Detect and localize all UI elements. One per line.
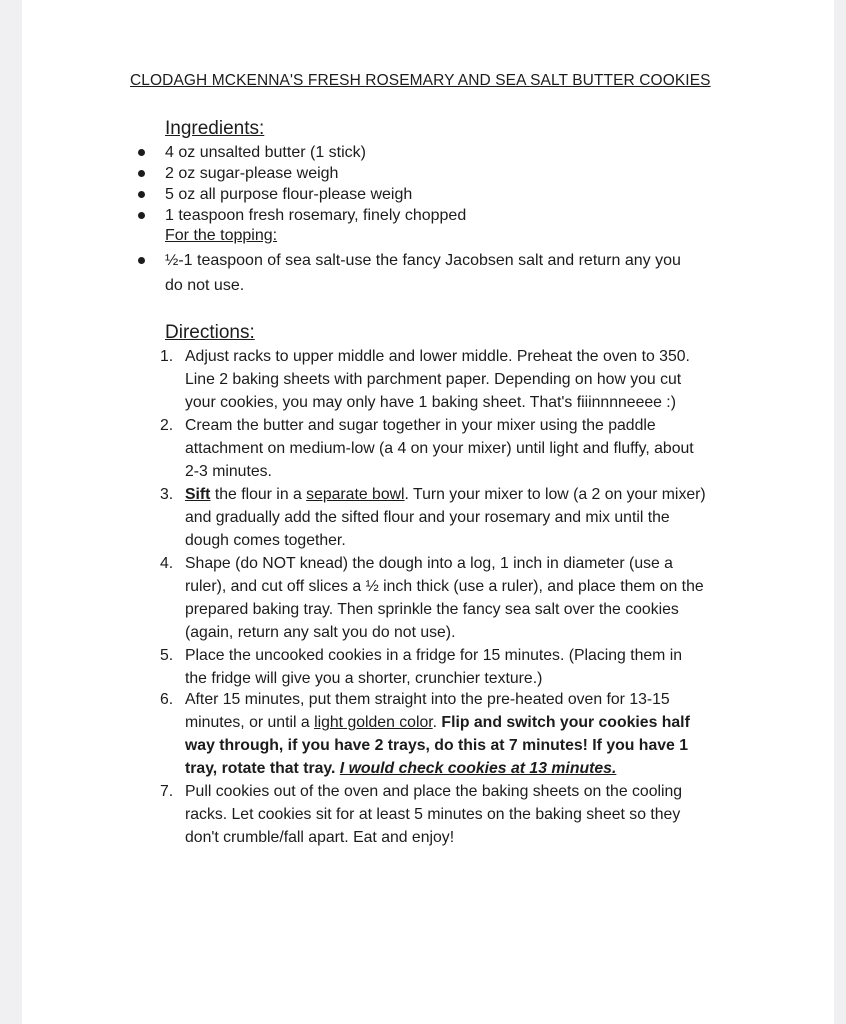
light-golden-color-emphasis: light golden color — [314, 714, 433, 731]
ingredient-item: 1 teaspoon fresh rosemary, finely chopped — [165, 203, 466, 228]
bullet-icon — [138, 212, 145, 219]
direction-step: 2. Cream the butter and sugar together in your mixer using the paddle attachment on medium-low (a 4 on your mixer) until light and fluffy, about 2-3 minutes. — [185, 414, 745, 483]
direction-step: 1. Adjust racks to upper middle and lower middle. Preheat the oven to 350. Line 2 baking sheets with parchment paper. Depending on how you cut your cookies, you may only have 1 baking sheet. That's fiiinnnneeee :) — [185, 345, 745, 414]
sift-emphasis: Sift — [185, 486, 211, 503]
bullet-icon — [138, 191, 145, 198]
recipe-title: CLODAGH MCKENNA'S FRESH ROSEMARY AND SEA SALT BUTTER COOKIES — [130, 72, 711, 89]
step-number: 7. — [160, 783, 174, 800]
direction-step: 5. Place the uncooked cookies in a fridge for 15 minutes. (Placing them in the fridge will give you a shorter, crunchier texture.) — [185, 644, 745, 690]
separate-bowl-emphasis: separate bowl — [306, 486, 405, 503]
step-number: 3. — [160, 486, 174, 503]
ingredient-item: 2 oz sugar-please weigh — [165, 161, 338, 186]
step-number: 6. — [160, 691, 174, 708]
step-number: 2. — [160, 417, 174, 434]
step-number: 4. — [160, 555, 174, 572]
topping-heading: For the topping: — [165, 227, 278, 244]
direction-step: 6. After 15 minutes, put them straight into the pre-heated oven for 13-15 minutes, or until a light golden color. Flip and switch your cookies half way through, if you have 2 trays, do this at 7 minutes! If you have 1 tray, rotate that tray. I would check cookies at 13 minutes. — [185, 688, 745, 780]
step-number: 1. — [160, 348, 174, 365]
ingredients-heading: Ingredients: — [165, 118, 265, 139]
bullet-icon — [138, 257, 145, 264]
bullet-icon — [138, 170, 145, 177]
step-number: 5. — [160, 647, 174, 664]
topping-item: ½-1 teaspoon of sea salt-use the fancy Jacobsen salt and return any you — [165, 248, 681, 273]
direction-step: 3. Sift the flour in a separate bowl. Turn your mixer to low (a 2 on your mixer) and gradually add the sifted flour and your rosemary and mix until the dough comes together. — [185, 483, 745, 552]
directions-heading: Directions: — [165, 322, 255, 343]
ingredient-item: 4 oz unsalted butter (1 stick) — [165, 140, 366, 165]
topping-item-continued: do not use. — [165, 277, 245, 294]
direction-step: 7. Pull cookies out of the oven and place the baking sheets on the cooling racks. Let cookies sit for at least 5 minutes on the baking sheet so they don't crumble/fall apart. Eat and enjoy! — [185, 780, 745, 849]
document-page — [22, 0, 834, 1024]
check-cookies-emphasis: I would check cookies at 13 minutes. — [339, 760, 617, 777]
direction-step: 4. Shape (do NOT knead) the dough into a log, 1 inch in diameter (use a ruler), and cut off slices a ½ inch thick (use a ruler), and place them on the prepared baking tray. Then sprinkle the fancy sea salt over the cookies (again, return any salt you do not use). — [185, 552, 745, 644]
ingredient-item: 5 oz all purpose flour-please weigh — [165, 182, 412, 207]
bullet-icon — [138, 149, 145, 156]
